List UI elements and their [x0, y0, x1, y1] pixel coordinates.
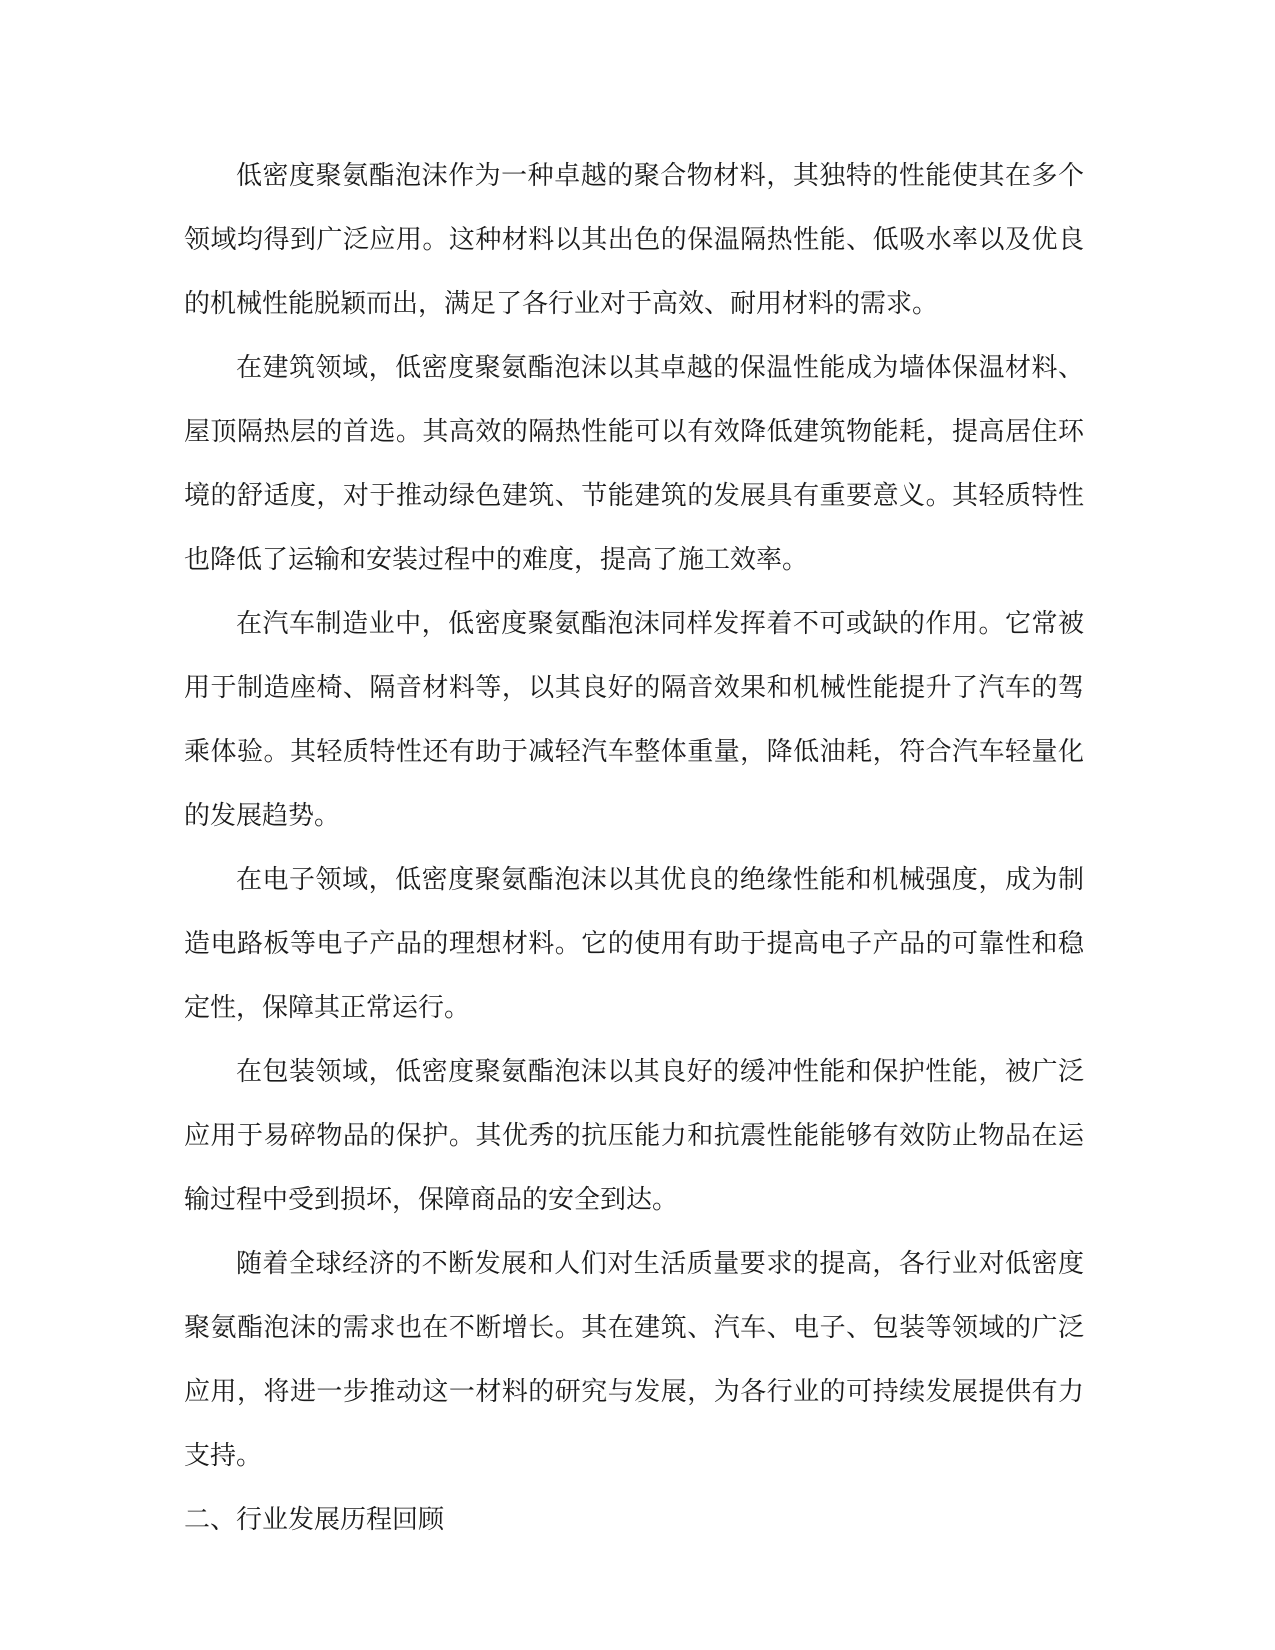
paragraph-intro: 低密度聚氨酯泡沫作为一种卓越的聚合物材料，其独特的性能使其在多个领域均得到广泛应用。这种材料以其出色的保温隔热性能、低吸水率以及优良的机械性能脱颖而出，满足了各行业对于高效、耐用材料的需求。	[184, 161, 1084, 319]
paragraph-automotive: 在汽车制造业中，低密度聚氨酯泡沫同样发挥着不可或缺的作用。它常被用于制造座椅、隔音材料等，以其良好的隔音效果和机械性能提升了汽车的驾乘体验。其轻质特性还有助于减轻汽车整体重量，降低油耗，符合汽车轻量化的发展趋势。	[184, 609, 1084, 831]
paragraph-packaging: 在包装领域，低密度聚氨酯泡沫以其良好的缓冲性能和保护性能，被广泛应用于易碎物品的保护。其优秀的抗压能力和抗震性能能够有效防止物品在运输过程中受到损坏，保障商品的安全到达。	[184, 1057, 1084, 1215]
section-heading: 二、行业发展历程回顾	[184, 1505, 445, 1535]
paragraph-electronics: 在电子领域，低密度聚氨酯泡沫以其优良的绝缘性能和机械强度，成为制造电路板等电子产品的理想材料。它的使用有助于提高电子产品的可靠性和稳定性，保障其正常运行。	[184, 865, 1084, 1023]
paragraph-construction: 在建筑领域，低密度聚氨酯泡沫以其卓越的保温性能成为墙体保温材料、屋顶隔热层的首选。其高效的隔热性能可以有效降低建筑物能耗，提高居住环境的舒适度，对于推动绿色建筑、节能建筑的发展具有重要意义。其轻质特性也降低了运输和安装过程中的难度，提高了施工效率。	[184, 353, 1084, 575]
document-body	[184, 144, 1084, 1552]
paragraph-outlook: 随着全球经济的不断发展和人们对生活质量要求的提高，各行业对低密度聚氨酯泡沫的需求也在不断增长。其在建筑、汽车、电子、包装等领域的广泛应用，将进一步推动这一材料的研究与发展，为各行业的可持续发展提供有力支持。	[184, 1249, 1084, 1471]
